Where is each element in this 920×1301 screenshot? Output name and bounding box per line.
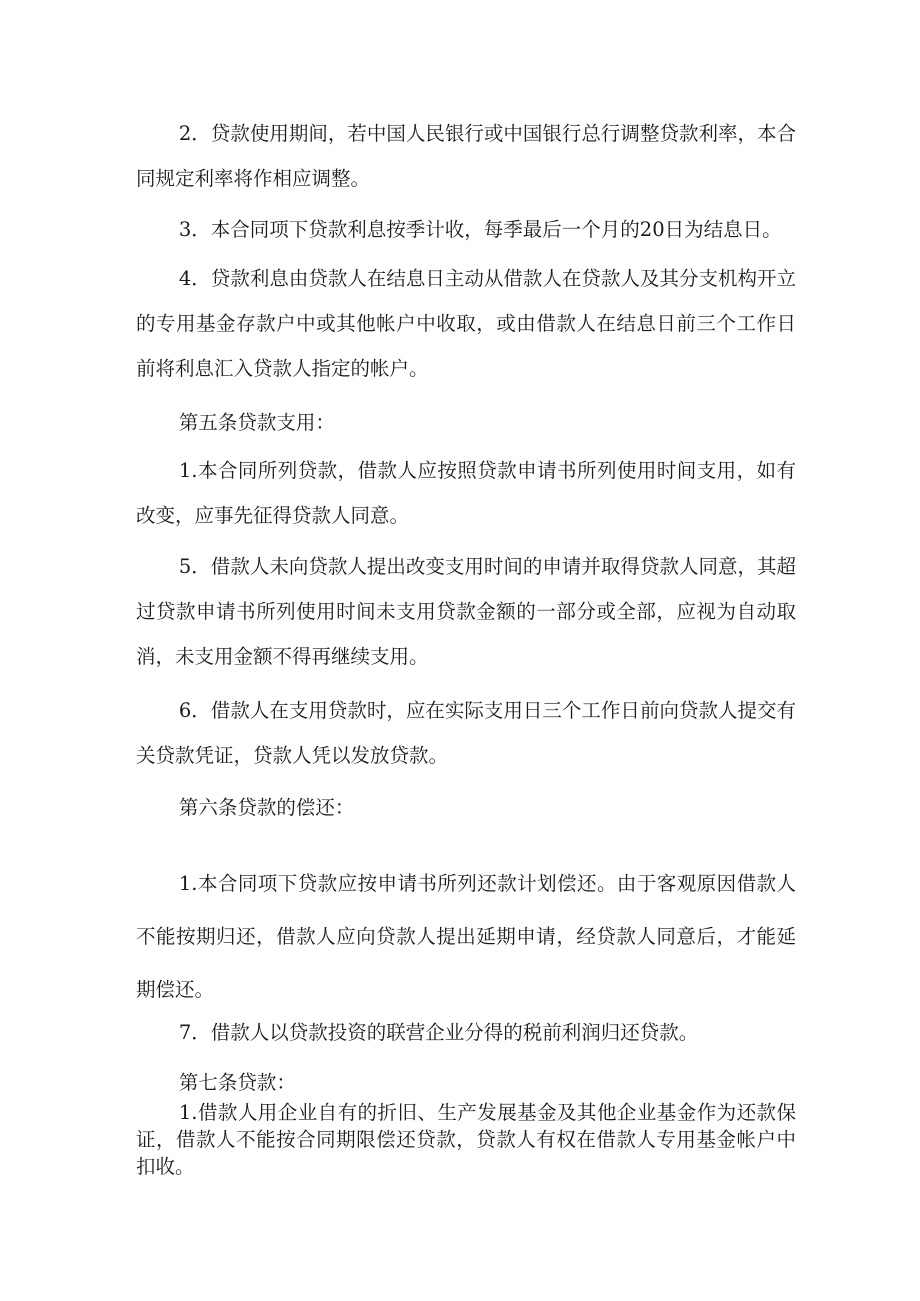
paragraph-item-4: 4．贷款利息由贷款人在结息日主动从借款人在贷款人及其分支机构开立的专用基金存款户中或其他帐户中收取，或由借款人在结息日前三个工作日前将利息汇入贷款人指定的帐户。 [136,267,796,380]
paragraph-item-5-5: 5．借款人未向贷款人提出改变支用时间的申请并取得贷款人同意，其超过贷款申请书所列使用时间未支用贷款金额的一部分或全部，应视为自动取消，未支用金额不得再继续支用。 [136,555,796,668]
paragraph-item-5-6: 6．借款人在支用贷款时，应在实际支用日三个工作日前向贷款人提交有关贷款凭证，贷款人凭以发放贷款。 [136,699,796,767]
section-heading-6: 第六条贷款的偿还： [178,796,355,819]
paragraph-item-7-1: 1.借款人用企业自有的折旧、生产发展基金及其他企业基金作为还款保证，借款人不能按合同期限偿还贷款，贷款人有权在借款人专用基金帐户中扣收。 [136,1101,796,1178]
paragraph-item-5-1: 1.本合同所列贷款，借款人应按照贷款申请书所列使用时间支用，如有改变，应事先征得贷款人同意。 [136,459,796,527]
paragraph-item-3: 3．本合同项下贷款利息按季计收，每季最后一个月的20日为结息日。 [178,218,782,241]
paragraph-item-6-1: 1.本合同项下贷款应按申请书所列还款计划偿还。由于客观原因借款人不能按期归还，借款人应向贷款人提出延期申请，经贷款人同意后，才能延期偿还。 [136,872,796,1001]
section-heading-7: 第七条贷款： [178,1071,296,1094]
paragraph-item-2: 2．贷款使用期间，若中国人民银行或中国银行总行调整贷款利率，本合同规定利率将作相应调整。 [136,122,796,190]
paragraph-item-6-7: 7．借款人以贷款投资的联营企业分得的税前利润归还贷款。 [178,1021,699,1044]
section-heading-5: 第五条贷款支用： [178,411,335,434]
